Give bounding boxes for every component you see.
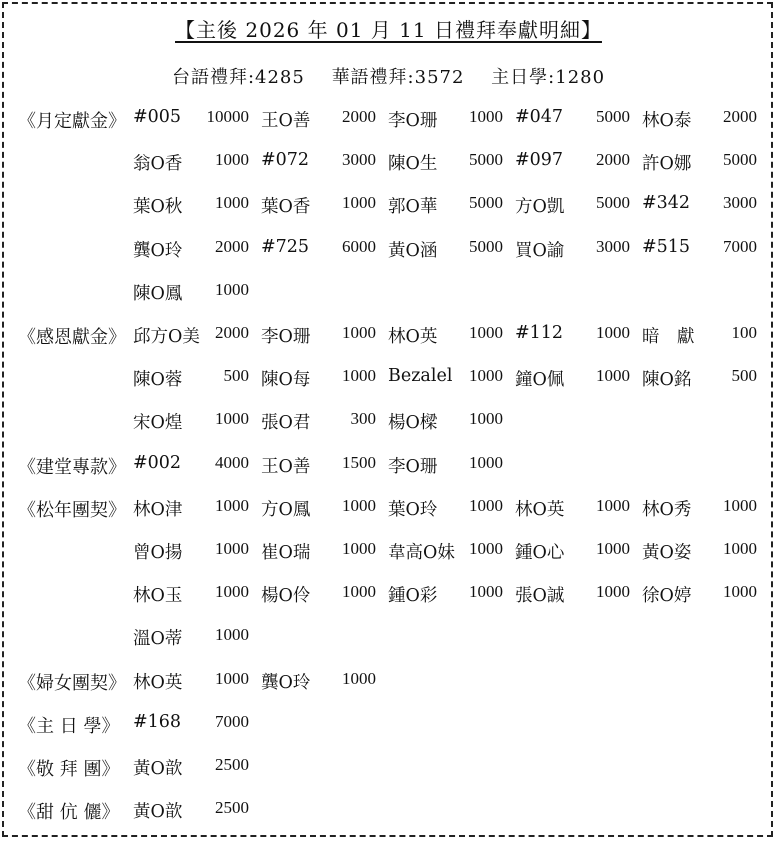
donor-name: 龔O玲: [261, 672, 311, 693]
offering-row: [0, 539, 777, 569]
donor-name: 楊O樑: [388, 413, 438, 434]
donation-amount: 3000: [723, 193, 757, 213]
donation-amount: 2500: [215, 755, 249, 774]
offering-row: [0, 453, 777, 483]
category-label: 《月定獻金》: [18, 111, 126, 132]
category-label: 《松年團契》: [18, 499, 126, 521]
donation-amount: 1000: [215, 279, 249, 299]
donation-amount: 5000: [596, 193, 630, 213]
donation-amount: 1000: [469, 452, 503, 472]
donation-amount: 1500: [342, 452, 376, 472]
offering-row: [0, 366, 777, 396]
donation-amount: 1000: [215, 409, 249, 429]
donation-amount: 10000: [206, 107, 249, 126]
donor-name: 李O珊: [261, 327, 311, 347]
donation-amount: 1000: [215, 582, 249, 602]
category-label: 《感恩獻金》: [18, 327, 126, 348]
donor-name: 林O英: [388, 327, 438, 347]
offering-row: [0, 712, 777, 742]
donation-amount: 2000: [723, 107, 757, 126]
donation-amount: 5000: [469, 236, 503, 256]
donation-amount: 1000: [215, 668, 249, 688]
donor-name: 陳O鳳: [133, 283, 183, 304]
offering-row: [0, 798, 777, 828]
donation-amount: 3000: [596, 236, 630, 256]
donation-amount: 1000: [215, 625, 249, 645]
donor-name: 張O誠: [515, 586, 565, 607]
donor-name: 王O善: [261, 111, 311, 131]
donation-amount: 2500: [215, 798, 249, 818]
donation-amount: 2000: [215, 236, 249, 256]
offering-row: [0, 237, 777, 267]
donor-name: #515: [642, 236, 691, 257]
donor-name: #112: [515, 323, 564, 343]
donor-name: 楊O伶: [261, 586, 311, 607]
donation-amount: 4000: [215, 452, 249, 472]
donation-amount: 1000: [596, 323, 630, 342]
donor-name: 方O凱: [515, 197, 565, 218]
donor-name: 溫O蒂: [133, 629, 183, 650]
donation-amount: 500: [223, 366, 249, 386]
category-label: 《婦女團契》: [18, 672, 126, 694]
donor-name: Bezalel: [388, 366, 453, 387]
donation-amount: 1000: [342, 582, 376, 602]
offering-row: [0, 323, 777, 353]
donation-amount: 1000: [215, 539, 249, 558]
donor-name: #725: [261, 236, 310, 257]
donor-name: #168: [133, 711, 182, 732]
donor-name: 陳O蓉: [133, 370, 183, 391]
donor-name: 暗 獻: [642, 327, 695, 347]
donation-amount: 2000: [215, 323, 249, 342]
donation-amount: 1000: [723, 582, 757, 602]
donor-name: 徐O婷: [642, 586, 692, 607]
donation-amount: 1000: [596, 539, 630, 558]
donation-amount: 1000: [723, 495, 757, 515]
donor-name: 黃O姿: [642, 543, 692, 563]
offering-row: [0, 150, 777, 180]
donation-amount: 300: [350, 409, 376, 429]
donor-name: 黃O涵: [388, 240, 438, 261]
donor-name: 鐘O佩: [515, 370, 565, 391]
category-label: 《建堂專款》: [18, 456, 126, 478]
donor-name: 買O諭: [515, 240, 565, 261]
donation-amount: 1000: [342, 539, 376, 558]
offering-row: [0, 755, 777, 785]
donation-amount: 1000: [469, 495, 503, 515]
donation-amount: 5000: [723, 150, 757, 170]
offering-row: [0, 582, 777, 612]
donor-name: 邱方O美: [133, 327, 200, 347]
donation-amount: 1000: [469, 107, 503, 126]
donor-name: 林O英: [133, 672, 183, 693]
category-label: 《主 日 學》: [18, 715, 120, 737]
donor-name: 曾O揚: [133, 543, 183, 563]
donation-amount: 1000: [469, 582, 503, 602]
category-label: 《敬 拜 團》: [18, 759, 120, 780]
donor-name: 葉O玲: [388, 499, 438, 520]
donor-name: 王O善: [261, 456, 311, 477]
donor-name: 龔O玲: [133, 240, 183, 261]
donation-amount: 1000: [596, 366, 630, 386]
donor-name: 李O珊: [388, 111, 438, 131]
summary-sunday-school: 主日學:1280: [491, 67, 606, 88]
donor-name: 韋高O妹: [388, 543, 455, 563]
donation-amount: 1000: [342, 193, 376, 213]
title-text: 【主後 2026 年 01 月 11 日禮拜奉獻明細】: [175, 18, 602, 42]
donor-name: 葉O香: [261, 197, 311, 218]
donation-amount: 3000: [342, 150, 376, 170]
category-label: 《甜 伉 儷》: [18, 802, 120, 824]
donation-amount: 5000: [596, 107, 630, 126]
donor-name: 黃O歆: [133, 802, 183, 823]
offering-row: [0, 669, 777, 699]
donation-amount: 1000: [342, 323, 376, 342]
donor-name: #097: [515, 150, 564, 171]
donor-name: #002: [133, 452, 182, 473]
donation-amount: 1000: [469, 409, 503, 429]
donor-name: #072: [261, 150, 310, 171]
donation-amount: 5000: [469, 193, 503, 213]
summary-mandarin-service: 華語禮拜:3572: [331, 67, 465, 88]
offering-row: [0, 107, 777, 137]
donation-amount: 1000: [342, 366, 376, 386]
donor-name: 宋O煌: [133, 413, 183, 434]
donation-amount: 1000: [723, 539, 757, 558]
donation-amount: 1000: [469, 323, 503, 342]
donation-amount: 2000: [342, 107, 376, 126]
donor-name: 林O英: [515, 499, 565, 520]
summary-taiwanese-service: 台語禮拜:4285: [171, 67, 305, 88]
donation-amount: 1000: [342, 668, 376, 688]
donation-amount: 1000: [215, 150, 249, 170]
donor-name: 葉O秋: [133, 197, 183, 218]
offering-row: [0, 193, 777, 223]
offering-row: [0, 496, 777, 526]
donor-name: 林O泰: [642, 111, 692, 131]
donor-name: 陳O銘: [642, 370, 692, 391]
donation-amount: 7000: [215, 711, 249, 731]
donor-name: 陳O生: [388, 154, 438, 175]
donor-name: 鍾O彩: [388, 586, 438, 607]
donor-name: 陳O每: [261, 370, 311, 391]
donor-name: 李O珊: [388, 456, 438, 477]
donor-name: 張O君: [261, 413, 311, 434]
donation-amount: 1000: [215, 193, 249, 213]
donor-name: 崔O瑞: [261, 543, 311, 563]
donor-name: 許O娜: [642, 154, 692, 175]
donor-name: #047: [515, 107, 564, 127]
donation-amount: 7000: [723, 236, 757, 256]
donor-name: 黃O歆: [133, 759, 183, 779]
donation-amount: 2000: [596, 150, 630, 170]
donation-amount: 1000: [596, 495, 630, 515]
donation-amount: 100: [731, 323, 757, 342]
donor-name: #342: [642, 193, 691, 214]
donation-amount: 1000: [215, 495, 249, 515]
offering-row: [0, 625, 777, 655]
donor-name: #005: [133, 107, 182, 127]
donor-name: 林O秀: [642, 499, 692, 520]
offering-row: [0, 280, 777, 310]
donation-amount: 1000: [342, 495, 376, 515]
donation-amount: 1000: [596, 582, 630, 602]
donation-amount: 500: [731, 366, 757, 386]
donation-amount: 1000: [469, 539, 503, 558]
donation-amount: 6000: [342, 236, 376, 256]
donation-amount: 1000: [469, 366, 503, 386]
donor-name: 林O津: [133, 499, 183, 520]
donor-name: 翁O香: [133, 154, 183, 175]
donor-name: 方O鳳: [261, 499, 311, 520]
donation-amount: 5000: [469, 150, 503, 170]
donor-name: 鍾O心: [515, 543, 565, 563]
offering-row: [0, 409, 777, 439]
donor-name: 郭O華: [388, 197, 438, 218]
donor-name: 林O玉: [133, 586, 183, 607]
